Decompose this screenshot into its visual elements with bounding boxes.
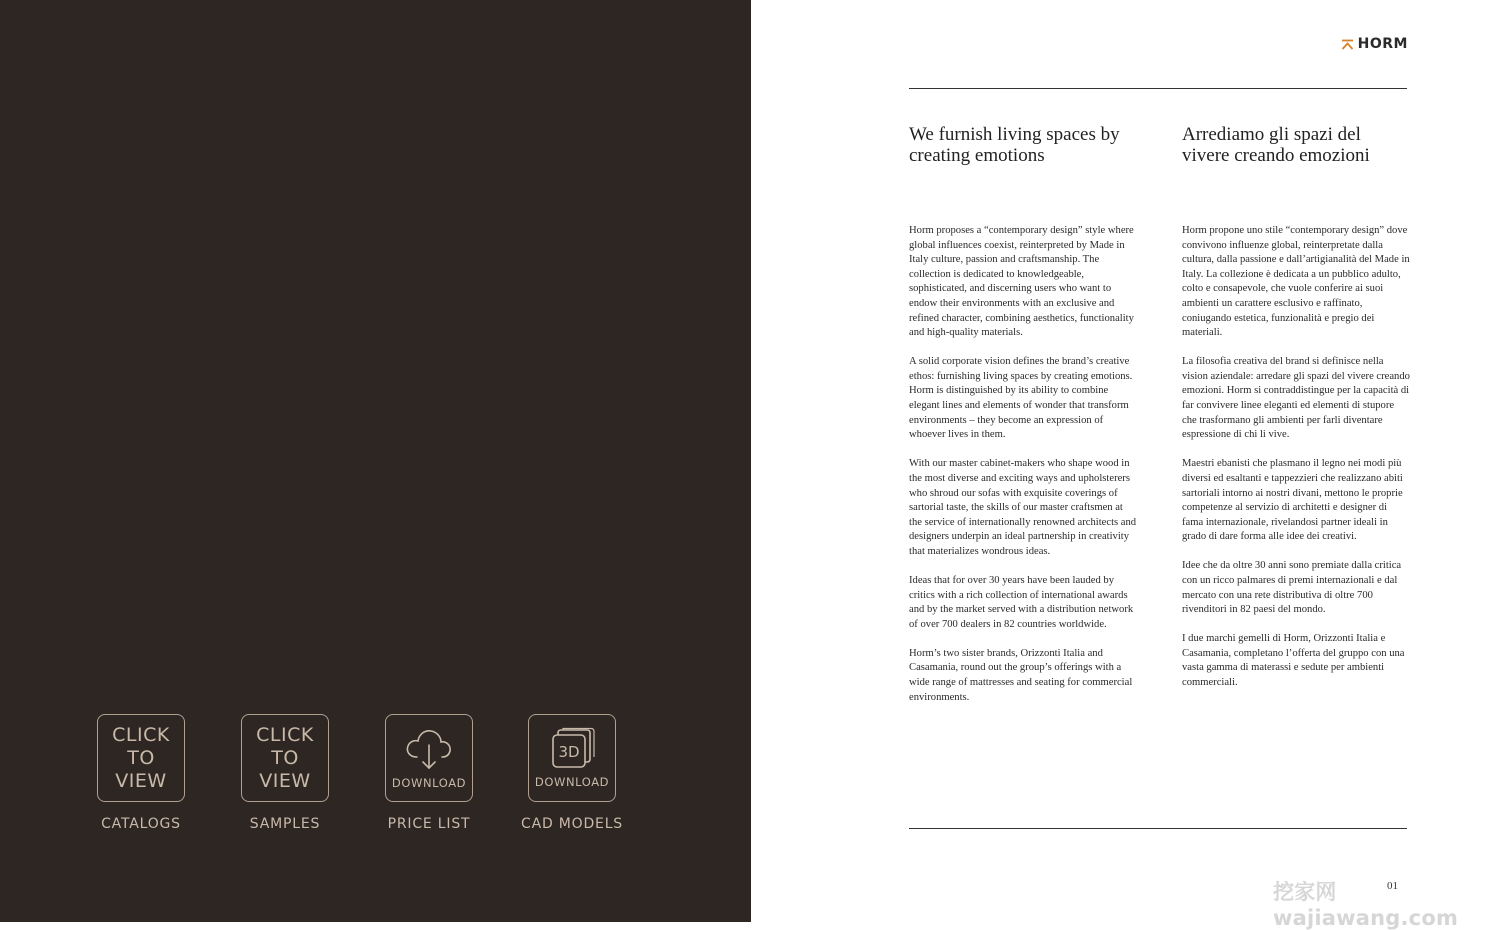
price-list-action[interactable]: [385, 714, 475, 802]
price-list-download-button[interactable]: [385, 714, 473, 802]
italian-column: [1182, 124, 1410, 705]
italian-paragraph: La filosofia creativa del brand si definisce nella vision aziendale: arredare gli spazi del vivere creando emozioni. Horm si contraddistingue per la capacità di far convivere linee eleganti ed elementi di stupore che trasformano gli ambienti per farli diventare espressione di chi li vive.: [1182, 356, 1410, 441]
catalogs-action[interactable]: [97, 714, 187, 802]
brand-logo: [1341, 36, 1408, 52]
italian-paragraph: I due marchi gemelli di Horm, Orizzonti Italia e Casamania, completano l’offerta del gruppo con una vasta gamma di materassi e sedute per ambienti commerciali.: [1182, 633, 1405, 689]
catalogs-button[interactable]: [97, 714, 185, 802]
page-number: 01: [1387, 880, 1398, 892]
brand-name: HORM: [1357, 36, 1408, 52]
view-label: VIEW: [115, 769, 167, 792]
samples-button[interactable]: [241, 714, 329, 802]
click-label: CLICK: [256, 723, 314, 746]
to-label: TO: [271, 746, 299, 769]
3d-cube-icon: [547, 727, 597, 771]
english-column: [909, 124, 1137, 720]
text-page: [751, 0, 1500, 922]
horm-logo-icon: [1341, 39, 1354, 50]
price-list-caption[interactable]: PRICE LIST: [387, 816, 471, 832]
english-paragraph: A solid corporate vision defines the brand’s creative ethos: furnishing living spaces by creating emotions. Horm is distinguished by its ability to combine elegant lines and elements of wonder that transform environments – they become an expression of whoever lives in them.: [909, 356, 1133, 441]
english-paragraph: With our master cabinet-makers who shape wood in the most diverse and exciting ways and upholsterers who shroud our sofas with exquisite coverings of sartorial taste, the skills of our master craftsmen at the service of internationally renowned architects and designers underpin an ideal partnership in creativity that materializes wondrous ideas.: [909, 458, 1137, 557]
view-label: VIEW: [259, 769, 311, 792]
english-paragraph: Ideas that for over 30 years have been lauded by critics with a rich collection of international awards and by the market served with a distribution network of over 700 dealers in 82 countries worldwide.: [909, 574, 1134, 630]
cad-models-download-button[interactable]: [528, 714, 616, 802]
samples-action[interactable]: [241, 714, 331, 802]
cad-models-caption[interactable]: CAD MODELS: [521, 816, 623, 832]
download-label: DOWNLOAD: [534, 775, 610, 789]
3d-icon-text: 3D: [558, 743, 580, 761]
catalogs-caption[interactable]: CATALOGS: [101, 816, 181, 832]
italian-paragraph: Maestri ebanisti che plasmano il legno nei modi più diversi ed esaltanti e tappezzieri che realizzano abiti sartoriali intorno ai nostri divani, mettono le proprie competenze al servizio di architetti e designer di fama internazionale, rivelandosi partner ideali in grado di dare forma alle idee dei creativi.: [1182, 458, 1403, 543]
english-paragraph: Horm’s two sister brands, Orizzonti Italia and Casamania, round out the group’s offerings with a wide range of mattresses and seating for commercial environments.: [909, 647, 1133, 703]
bottom-divider: [909, 828, 1407, 829]
click-label: CLICK: [112, 723, 170, 746]
cad-models-action[interactable]: [528, 714, 618, 802]
samples-caption[interactable]: SAMPLES: [249, 816, 321, 832]
to-label: TO: [127, 746, 155, 769]
italian-heading: Arrediamo gli spazi del vivere creando emozioni: [1182, 124, 1370, 166]
english-paragraph: Horm proposes a “contemporary design” style where global influences coexist, reinterpreted by Made in Italy culture, passion and craftsmanship. The collection is dedicated to knowledgeable, sophisticated, and discerning users who want to endow their environments with an exclusive and refined character, combining aesthetics, functionality and high-quality materials.: [909, 225, 1134, 339]
top-divider: [909, 88, 1407, 89]
site-watermark: 挖家网 wajiawang.com: [1273, 880, 1459, 930]
cover-panel: [0, 0, 751, 922]
download-label: DOWNLOAD: [391, 776, 467, 790]
cloud-download-icon: [403, 726, 455, 772]
italian-paragraph: Idee che da oltre 30 anni sono premiate dalla critica con un ricco palmares di premi internazionali e dal mercato con una rete distributiva di oltre 700 rivenditori in 82 paesi del mondo.: [1182, 560, 1402, 616]
italian-paragraph: Horm propone uno stile “contemporary design” dove convivono influenze global, reinterpretate dalla cultura, dalla passione e dall’artigianalità del Made in Italy. La collezione è dedicata a un pubblico adulto, colto e consapevole, che vuole conferire ai suoi ambienti un carattere esclusivo e raffinato, coniugando estetica, funzionalità e pregio dei materiali.: [1182, 225, 1410, 339]
english-heading: We furnish living spaces by creating emotions: [909, 124, 1120, 166]
